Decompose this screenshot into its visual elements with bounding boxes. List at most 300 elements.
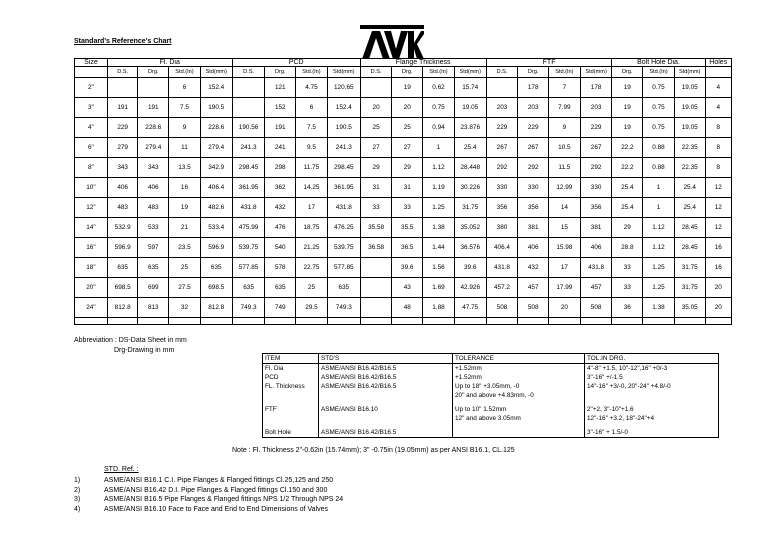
value-cell: 25: [296, 278, 328, 298]
value-cell: 33: [612, 278, 643, 298]
value-cell: 22.35: [674, 138, 705, 158]
thickness-note: Note : Fl. Thickness 2"-0.62in (15.74mm); 3" -0.75in (19.05mm) as per ANSI B16.1, CL.125: [232, 447, 515, 454]
value-cell: 14.25: [296, 178, 328, 198]
value-cell: 20: [549, 298, 581, 318]
size-cell: 10": [75, 178, 108, 198]
header-holes: Holes: [705, 59, 731, 67]
value-cell: 25.4: [674, 198, 705, 218]
value-cell: [138, 78, 169, 98]
value-cell: 25: [392, 118, 423, 138]
size-cell: 18": [75, 258, 108, 278]
subheader-ds: D.S.: [486, 67, 518, 78]
value-cell: 241: [265, 138, 296, 158]
value-cell: 152.4: [327, 98, 360, 118]
value-cell: 539.75: [327, 238, 360, 258]
value-cell: 596.9: [200, 238, 232, 258]
empty-cell: [327, 318, 360, 325]
empty-cell: [232, 318, 265, 325]
table-blank-row: [75, 318, 732, 325]
value-cell: 11.75: [296, 158, 328, 178]
subheader-std-mm: Std(mm): [674, 67, 705, 78]
subheader-std-in: Std.(In): [169, 67, 201, 78]
value-cell: 9.5: [296, 138, 328, 158]
value-cell: 42.926: [454, 278, 486, 298]
value-cell: 361.95: [232, 178, 265, 198]
value-cell: 476.25: [327, 218, 360, 238]
value-cell: 578: [265, 258, 296, 278]
value-cell: 1.19: [423, 178, 455, 198]
tolerance-cell: Up to 18" +3.05mm, -0: [453, 382, 585, 391]
value-cell: 279.4: [200, 138, 232, 158]
value-cell: 813: [138, 298, 169, 318]
empty-cell: [392, 318, 423, 325]
value-cell: 241.3: [327, 138, 360, 158]
std-ref-number: 2): [74, 486, 81, 494]
value-cell: [360, 258, 392, 278]
value-cell: 431.8: [232, 198, 265, 218]
value-cell: 4: [705, 98, 731, 118]
value-cell: 36: [612, 298, 643, 318]
value-cell: [232, 78, 265, 98]
table-row: [75, 238, 732, 258]
value-cell: 406: [107, 178, 138, 198]
size-cell: 8": [75, 158, 108, 178]
value-cell: 120.65: [327, 78, 360, 98]
empty-cell: [138, 318, 169, 325]
header-flange-thickness: Flange Thickness: [360, 59, 486, 67]
value-cell: 33: [612, 258, 643, 278]
table-row: [75, 158, 732, 178]
value-cell: 343: [138, 158, 169, 178]
value-cell: 23.876: [454, 118, 486, 138]
value-cell: 431.8: [580, 258, 612, 278]
tolerance-cell: [585, 391, 719, 400]
value-cell: 362: [265, 178, 296, 198]
header-pcd: PCD: [232, 59, 360, 67]
value-cell: 191: [107, 98, 138, 118]
value-cell: 241.3: [232, 138, 265, 158]
tolerance-cell: 14"-16" +3/-0, 20"-24" +4.8/-0: [585, 382, 719, 391]
value-cell: 6: [169, 78, 201, 98]
tolerance-row: [263, 414, 719, 423]
std-ref-number: 1): [74, 477, 81, 484]
value-cell: 1.12: [643, 218, 675, 238]
std-ref-list: [74, 476, 343, 514]
value-cell: 191: [265, 118, 296, 138]
value-cell: 19.05: [454, 98, 486, 118]
tolerance-cell: 4"-8" +1.5, 10"-12",16" +0/-3: [585, 364, 719, 374]
empty-cell: [580, 318, 612, 325]
value-cell: 20: [705, 278, 731, 298]
value-cell: 532.9: [107, 218, 138, 238]
value-cell: 121: [265, 78, 296, 98]
std-ref-item: [74, 476, 343, 486]
value-cell: 15: [549, 218, 581, 238]
value-cell: 28.448: [454, 158, 486, 178]
tolerance-row: [263, 382, 719, 391]
value-cell: 36.58: [360, 238, 392, 258]
value-cell: 229: [486, 118, 518, 138]
value-cell: 191: [138, 98, 169, 118]
value-cell: 4.75: [296, 78, 328, 98]
header-fl-dia: Fl. Dia: [107, 59, 232, 67]
value-cell: 25: [360, 118, 392, 138]
value-cell: 27: [360, 138, 392, 158]
value-cell: 298.45: [232, 158, 265, 178]
value-cell: 267: [486, 138, 518, 158]
tolerance-row: [263, 391, 719, 400]
value-cell: 35.052: [454, 218, 486, 238]
tolerance-cell: 3"-16" +/-1.5: [585, 373, 719, 382]
value-cell: 635: [265, 278, 296, 298]
value-cell: 19: [612, 118, 643, 138]
value-cell: 190.5: [327, 118, 360, 138]
value-cell: 432: [518, 258, 549, 278]
tolerance-cell: 12"-16" +3.2, 18"-24"+4: [585, 414, 719, 423]
value-cell: 381: [580, 218, 612, 238]
value-cell: 699: [138, 278, 169, 298]
abbreviation-line-1: Abbreviation : DS-Data Sheet in mm: [74, 337, 187, 344]
value-cell: [360, 278, 392, 298]
empty-cell: [612, 318, 643, 325]
table-row: [75, 218, 732, 238]
value-cell: 577.85: [327, 258, 360, 278]
tol-header-tolerance: TOLERANCE: [453, 354, 585, 364]
value-cell: 749.3: [327, 298, 360, 318]
value-cell: 457: [580, 278, 612, 298]
value-cell: 7: [549, 78, 581, 98]
value-cell: 7.5: [169, 98, 201, 118]
table-row: [75, 178, 732, 198]
tolerance-cell: Fl. Dia: [263, 364, 319, 374]
value-cell: 8: [705, 138, 731, 158]
value-cell: 577.85: [232, 258, 265, 278]
value-cell: 16: [705, 238, 731, 258]
value-cell: 35.05: [674, 298, 705, 318]
std-ref-number: 3): [74, 496, 81, 503]
value-cell: 0.88: [643, 138, 675, 158]
value-cell: 431.8: [486, 258, 518, 278]
value-cell: 292: [518, 158, 549, 178]
table-row: [75, 138, 732, 158]
value-cell: 1.12: [643, 238, 675, 258]
value-cell: 25.4: [454, 138, 486, 158]
value-cell: 483: [107, 198, 138, 218]
value-cell: 635: [107, 258, 138, 278]
value-cell: [360, 78, 392, 98]
value-cell: 203: [518, 98, 549, 118]
value-cell: 32: [169, 298, 201, 318]
empty-cell: [423, 318, 455, 325]
value-cell: 1.69: [423, 278, 455, 298]
value-cell: 152: [265, 98, 296, 118]
empty-cell: [454, 318, 486, 325]
value-cell: 21.25: [296, 238, 328, 258]
value-cell: 343: [107, 158, 138, 178]
value-cell: 0.62: [423, 78, 455, 98]
std-ref-heading: STD. Ref. :: [104, 466, 139, 473]
value-cell: 1.25: [643, 278, 675, 298]
value-cell: 152.4: [200, 78, 232, 98]
value-cell: 533.4: [200, 218, 232, 238]
subheader-blank: [75, 67, 108, 78]
value-cell: 21: [169, 218, 201, 238]
value-cell: 17: [549, 258, 581, 278]
value-cell: 25.4: [612, 178, 643, 198]
table-row: [75, 278, 732, 298]
value-cell: 635: [327, 278, 360, 298]
value-cell: 0.75: [643, 98, 675, 118]
tolerance-cell: 2"+2, 3"-10"+1.6: [585, 400, 719, 414]
value-cell: 23.5: [169, 238, 201, 258]
value-cell: 190.56: [232, 118, 265, 138]
value-cell: 0.88: [643, 158, 675, 178]
std-ref-item: [74, 495, 343, 505]
size-cell: 16": [75, 238, 108, 258]
size-cell: 3": [75, 98, 108, 118]
value-cell: 15.98: [549, 238, 581, 258]
empty-cell: [360, 318, 392, 325]
value-cell: 203: [486, 98, 518, 118]
value-cell: 279.4: [138, 138, 169, 158]
value-cell: 0.75: [643, 78, 675, 98]
value-cell: 361.95: [327, 178, 360, 198]
size-cell: 4": [75, 118, 108, 138]
value-cell: 178: [580, 78, 612, 98]
value-cell: 292: [486, 158, 518, 178]
value-cell: 1: [643, 178, 675, 198]
subheader-blank: [705, 67, 731, 78]
tolerance-cell: +1.52mm: [453, 364, 585, 374]
value-cell: 22.2: [612, 138, 643, 158]
value-cell: 25.4: [674, 178, 705, 198]
value-cell: 9: [549, 118, 581, 138]
std-ref-item: [74, 505, 343, 515]
size-cell: 20": [75, 278, 108, 298]
value-cell: 35.58: [360, 218, 392, 238]
value-cell: 539.75: [232, 238, 265, 258]
value-cell: 1.88: [423, 298, 455, 318]
std-ref-text: ASME/ANSI B16.10 Face to Face and End to End Dimensions of Valves: [104, 505, 328, 513]
value-cell: 0.94: [423, 118, 455, 138]
header-bolt-hole: Bolt Hole Dia.: [612, 59, 705, 67]
value-cell: 229: [107, 118, 138, 138]
value-cell: 698.5: [200, 278, 232, 298]
value-cell: 19: [612, 78, 643, 98]
value-cell: 29.5: [296, 298, 328, 318]
chart-title: Standard's Reference's Chart: [74, 38, 172, 45]
value-cell: 476: [265, 218, 296, 238]
value-cell: 8: [705, 118, 731, 138]
subheader-std-in: Std.(In): [296, 67, 328, 78]
value-cell: 698.5: [107, 278, 138, 298]
value-cell: 406: [518, 238, 549, 258]
value-cell: 292: [580, 158, 612, 178]
empty-cell: [643, 318, 675, 325]
table-row: [75, 118, 732, 138]
value-cell: 298.45: [327, 158, 360, 178]
value-cell: 19.05: [674, 98, 705, 118]
value-cell: 27: [392, 138, 423, 158]
value-cell: 342.9: [200, 158, 232, 178]
value-cell: 1.56: [423, 258, 455, 278]
value-cell: 267: [518, 138, 549, 158]
value-cell: 18.75: [296, 218, 328, 238]
table-row: [75, 78, 732, 98]
subheader-ds: D.S.: [107, 67, 138, 78]
tolerance-cell: [263, 414, 319, 423]
tolerance-cell: +1.52mm: [453, 373, 585, 382]
value-cell: 597: [138, 238, 169, 258]
value-cell: 31: [392, 178, 423, 198]
empty-cell: [169, 318, 201, 325]
empty-cell: [75, 318, 108, 325]
value-cell: 28.45: [674, 238, 705, 258]
value-cell: 14: [549, 198, 581, 218]
value-cell: 12: [705, 178, 731, 198]
value-cell: 483: [138, 198, 169, 218]
value-cell: 380: [486, 218, 518, 238]
subheader-drg: Drg.: [265, 67, 296, 78]
subheader-ds: D.S.: [232, 67, 265, 78]
value-cell: 8: [705, 158, 731, 178]
value-cell: 203: [580, 98, 612, 118]
value-cell: 475.99: [232, 218, 265, 238]
value-cell: 43: [392, 278, 423, 298]
tolerance-cell: FL. Thickness: [263, 382, 319, 391]
empty-cell: [674, 318, 705, 325]
value-cell: 1.38: [423, 218, 455, 238]
value-cell: 39.6: [392, 258, 423, 278]
subheader-ds: D.S.: [360, 67, 392, 78]
value-cell: 812.8: [107, 298, 138, 318]
value-cell: 30.226: [454, 178, 486, 198]
value-cell: 356: [580, 198, 612, 218]
value-cell: 190.5: [200, 98, 232, 118]
subheader-std-in: Std.(In): [423, 67, 455, 78]
size-cell: 6": [75, 138, 108, 158]
value-cell: 15.74: [454, 78, 486, 98]
value-cell: 27.5: [169, 278, 201, 298]
value-cell: 25.4: [612, 198, 643, 218]
value-cell: 20: [705, 298, 731, 318]
value-cell: 0.75: [643, 118, 675, 138]
value-cell: 330: [580, 178, 612, 198]
value-cell: 19.05: [674, 118, 705, 138]
tolerance-cell: [453, 423, 585, 437]
std-ref-text: ASME/ANSI B16.1 C.I. Pipe Flanges & Flanged fittings Cl.25,125 and 250: [104, 477, 334, 484]
value-cell: 508: [486, 298, 518, 318]
value-cell: 29: [612, 218, 643, 238]
value-cell: 31.75: [454, 198, 486, 218]
table-row: [75, 298, 732, 318]
value-cell: [232, 98, 265, 118]
tolerance-cell: ASME/ANSI B16.10: [319, 400, 453, 414]
value-cell: 20: [392, 98, 423, 118]
empty-cell: [486, 318, 518, 325]
value-cell: 36.5: [392, 238, 423, 258]
empty-cell: [265, 318, 296, 325]
subheader-drg: Drg.: [138, 67, 169, 78]
value-cell: 1.25: [643, 258, 675, 278]
value-cell: 19: [392, 78, 423, 98]
empty-cell: [549, 318, 581, 325]
tolerance-row: [263, 364, 719, 374]
empty-cell: [518, 318, 549, 325]
value-cell: 28.45: [674, 218, 705, 238]
value-cell: 7.5: [296, 118, 328, 138]
value-cell: 228.6: [138, 118, 169, 138]
abbreviation-line-2: Drg-Drawing in mm: [114, 347, 175, 354]
tolerance-row: [263, 373, 719, 382]
value-cell: 11: [169, 138, 201, 158]
std-ref-text: ASME/ANSI B16.42 D.I. Pipe Flanges & Flanged fittings Cl.150 and 300: [104, 486, 328, 494]
value-cell: 533: [138, 218, 169, 238]
value-cell: 749: [265, 298, 296, 318]
table-row: [75, 198, 732, 218]
table-row: [75, 98, 732, 118]
value-cell: 749.3: [232, 298, 265, 318]
tolerance-cell: ASME/ANSI B16.42/B16.5: [319, 382, 453, 391]
value-cell: 229: [580, 118, 612, 138]
value-cell: 7.99: [549, 98, 581, 118]
value-cell: 381: [518, 218, 549, 238]
value-cell: 16: [705, 258, 731, 278]
value-cell: 17.99: [549, 278, 581, 298]
std-ref-number: 4): [74, 505, 81, 513]
value-cell: 17: [296, 198, 328, 218]
value-cell: 635: [138, 258, 169, 278]
value-cell: 12: [705, 198, 731, 218]
value-cell: 298: [265, 158, 296, 178]
value-cell: 1.44: [423, 238, 455, 258]
avk-logo: [360, 25, 424, 59]
tol-header-stds: STD'S: [319, 354, 453, 364]
tolerance-row: [263, 400, 719, 414]
subheader-std-in: Std.(In): [549, 67, 581, 78]
value-cell: 39.6: [454, 258, 486, 278]
value-cell: 1.38: [643, 298, 675, 318]
tolerance-cell: 12" and above 3.05mm: [453, 414, 585, 423]
value-cell: 19: [612, 98, 643, 118]
tol-header-tol-in-drg: TOL.IN DRG.: [585, 354, 719, 364]
value-cell: 1: [423, 138, 455, 158]
value-cell: 13.5: [169, 158, 201, 178]
value-cell: 33: [392, 198, 423, 218]
header-ftf: FTF: [486, 59, 612, 67]
value-cell: 33: [360, 198, 392, 218]
value-cell: 31.75: [674, 278, 705, 298]
value-cell: 356: [486, 198, 518, 218]
value-cell: 22.2: [612, 158, 643, 178]
value-cell: 279: [107, 138, 138, 158]
value-cell: 31: [360, 178, 392, 198]
value-cell: 47.75: [454, 298, 486, 318]
value-cell: 48: [392, 298, 423, 318]
value-cell: 31.75: [674, 258, 705, 278]
empty-cell: [705, 318, 731, 325]
value-cell: 1.25: [423, 198, 455, 218]
value-cell: 11.5: [549, 158, 581, 178]
tolerance-cell: 3"-16" + 1.5/-0: [585, 423, 719, 437]
value-cell: 9: [169, 118, 201, 138]
value-cell: 6: [296, 98, 328, 118]
subheader-drg: Drg.: [612, 67, 643, 78]
size-cell: 2": [75, 78, 108, 98]
value-cell: 20: [360, 98, 392, 118]
value-cell: 22.75: [296, 258, 328, 278]
table-row: [75, 258, 732, 278]
